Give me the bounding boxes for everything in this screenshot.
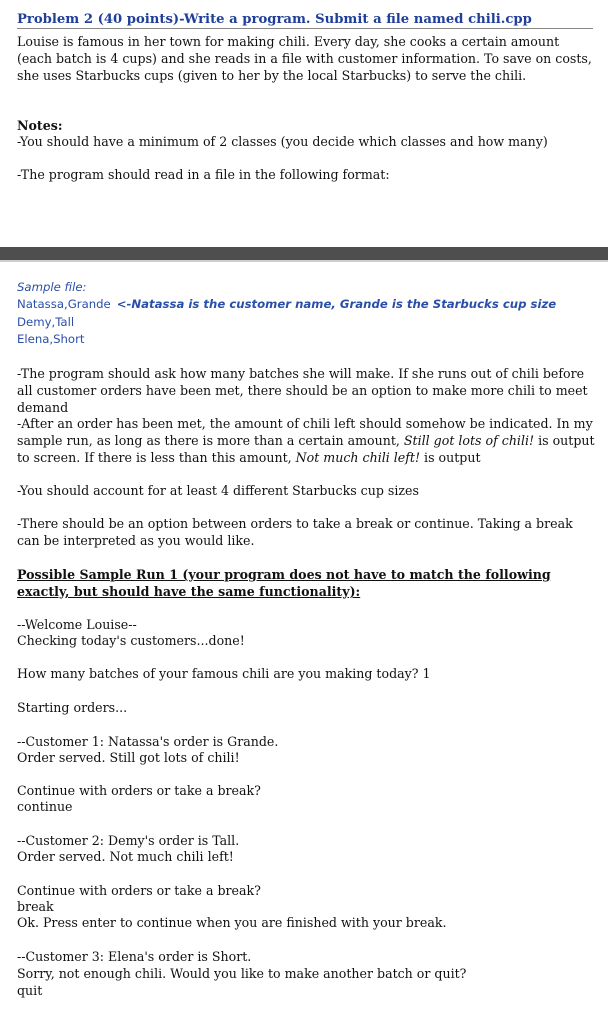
sample-line-2: Demy,Tall bbox=[17, 315, 75, 329]
run-customer-1: --Customer 1: Natassa's order is Grande. bbox=[17, 734, 279, 749]
run-prompt-2: Continue with orders or take a break? bbox=[17, 883, 261, 898]
problem-title: Problem 2 (40 points)-Write a program. Submit a file named chili.cpp bbox=[17, 12, 593, 29]
run-customer-2: --Customer 2: Demy's order is Tall. bbox=[17, 833, 240, 848]
req-chili-text-e: is output bbox=[420, 450, 481, 465]
sample-file-heading: Sample file: bbox=[17, 280, 87, 294]
run-answer-2: break bbox=[17, 899, 54, 914]
sample-run-heading: Possible Sample Run 1 (your program does not have to match the following exactly, but should have the same functionality): bbox=[17, 567, 551, 599]
section-divider-shadow bbox=[0, 260, 608, 262]
requirement-cup-sizes: -You should account for at least 4 different Starbucks cup sizes bbox=[17, 483, 419, 498]
req-chili-lots: Still got lots of chili! bbox=[403, 433, 535, 448]
requirement-batches: -The program should ask how many batches she will make. If she runs out of chili before all customer orders have been met, there should be an option to make more chili to meet demand bbox=[17, 366, 588, 415]
run-break-message: Ok. Press enter to continue when you are finished with your break. bbox=[17, 915, 447, 930]
sample-line-1 bbox=[17, 296, 597, 313]
requirement-break: -There should be an option between orders to take a break or continue. Taking a break can be interpreted as you would like. bbox=[17, 516, 573, 548]
sample-line-1-text: Natassa,Grande bbox=[17, 297, 111, 311]
note-file-format: -The program should read in a file in the following format: bbox=[17, 167, 390, 182]
req-chili-text-c: is output to screen. If there is less than this amount, bbox=[17, 433, 595, 465]
requirement-chili-left bbox=[17, 415, 597, 466]
run-customer-2-served: Order served. Not much chili left! bbox=[17, 849, 234, 864]
req-chili-text-a: -After an order has been met, the amount of chili left should somehow be indicated. In my sample run, as long as there is more than a certain amount, bbox=[17, 416, 593, 448]
run-welcome: --Welcome Louise-- bbox=[17, 617, 137, 632]
sample-line-3: Elena,Short bbox=[17, 332, 85, 346]
run-starting: Starting orders... bbox=[17, 700, 128, 715]
run-answer-1: continue bbox=[17, 799, 73, 814]
req-chili-little: Not much chili left! bbox=[295, 450, 421, 465]
run-customer-3: --Customer 3: Elena's order is Short. bbox=[17, 949, 252, 964]
run-customer-1-served: Order served. Still got lots of chili! bbox=[17, 750, 240, 765]
notes-heading: Notes: bbox=[17, 118, 63, 133]
note-classes: -You should have a minimum of 2 classes (you decide which classes and how many) bbox=[17, 134, 548, 149]
section-divider bbox=[0, 247, 608, 260]
run-checking: Checking today's customers...done! bbox=[17, 633, 245, 648]
run-batches: How many batches of your famous chili are you making today? 1 bbox=[17, 666, 431, 681]
run-prompt-1: Continue with orders or take a break? bbox=[17, 783, 261, 798]
run-customer-3-message: Sorry, not enough chili. Would you like to make another batch or quit? bbox=[17, 966, 467, 981]
intro-paragraph: Louise is famous in her town for making chili. Every day, she cooks a certain amount (each batch is 4 cups) and she reads in a file with customer information. To save on costs, she uses Starbucks cups (given to her by the local Starbucks) to serve the chili. bbox=[17, 34, 592, 83]
sample-line-1-note: <-Natassa is the customer name, Grande is the Starbucks cup size bbox=[116, 297, 557, 311]
run-answer-3: quit bbox=[17, 983, 43, 998]
